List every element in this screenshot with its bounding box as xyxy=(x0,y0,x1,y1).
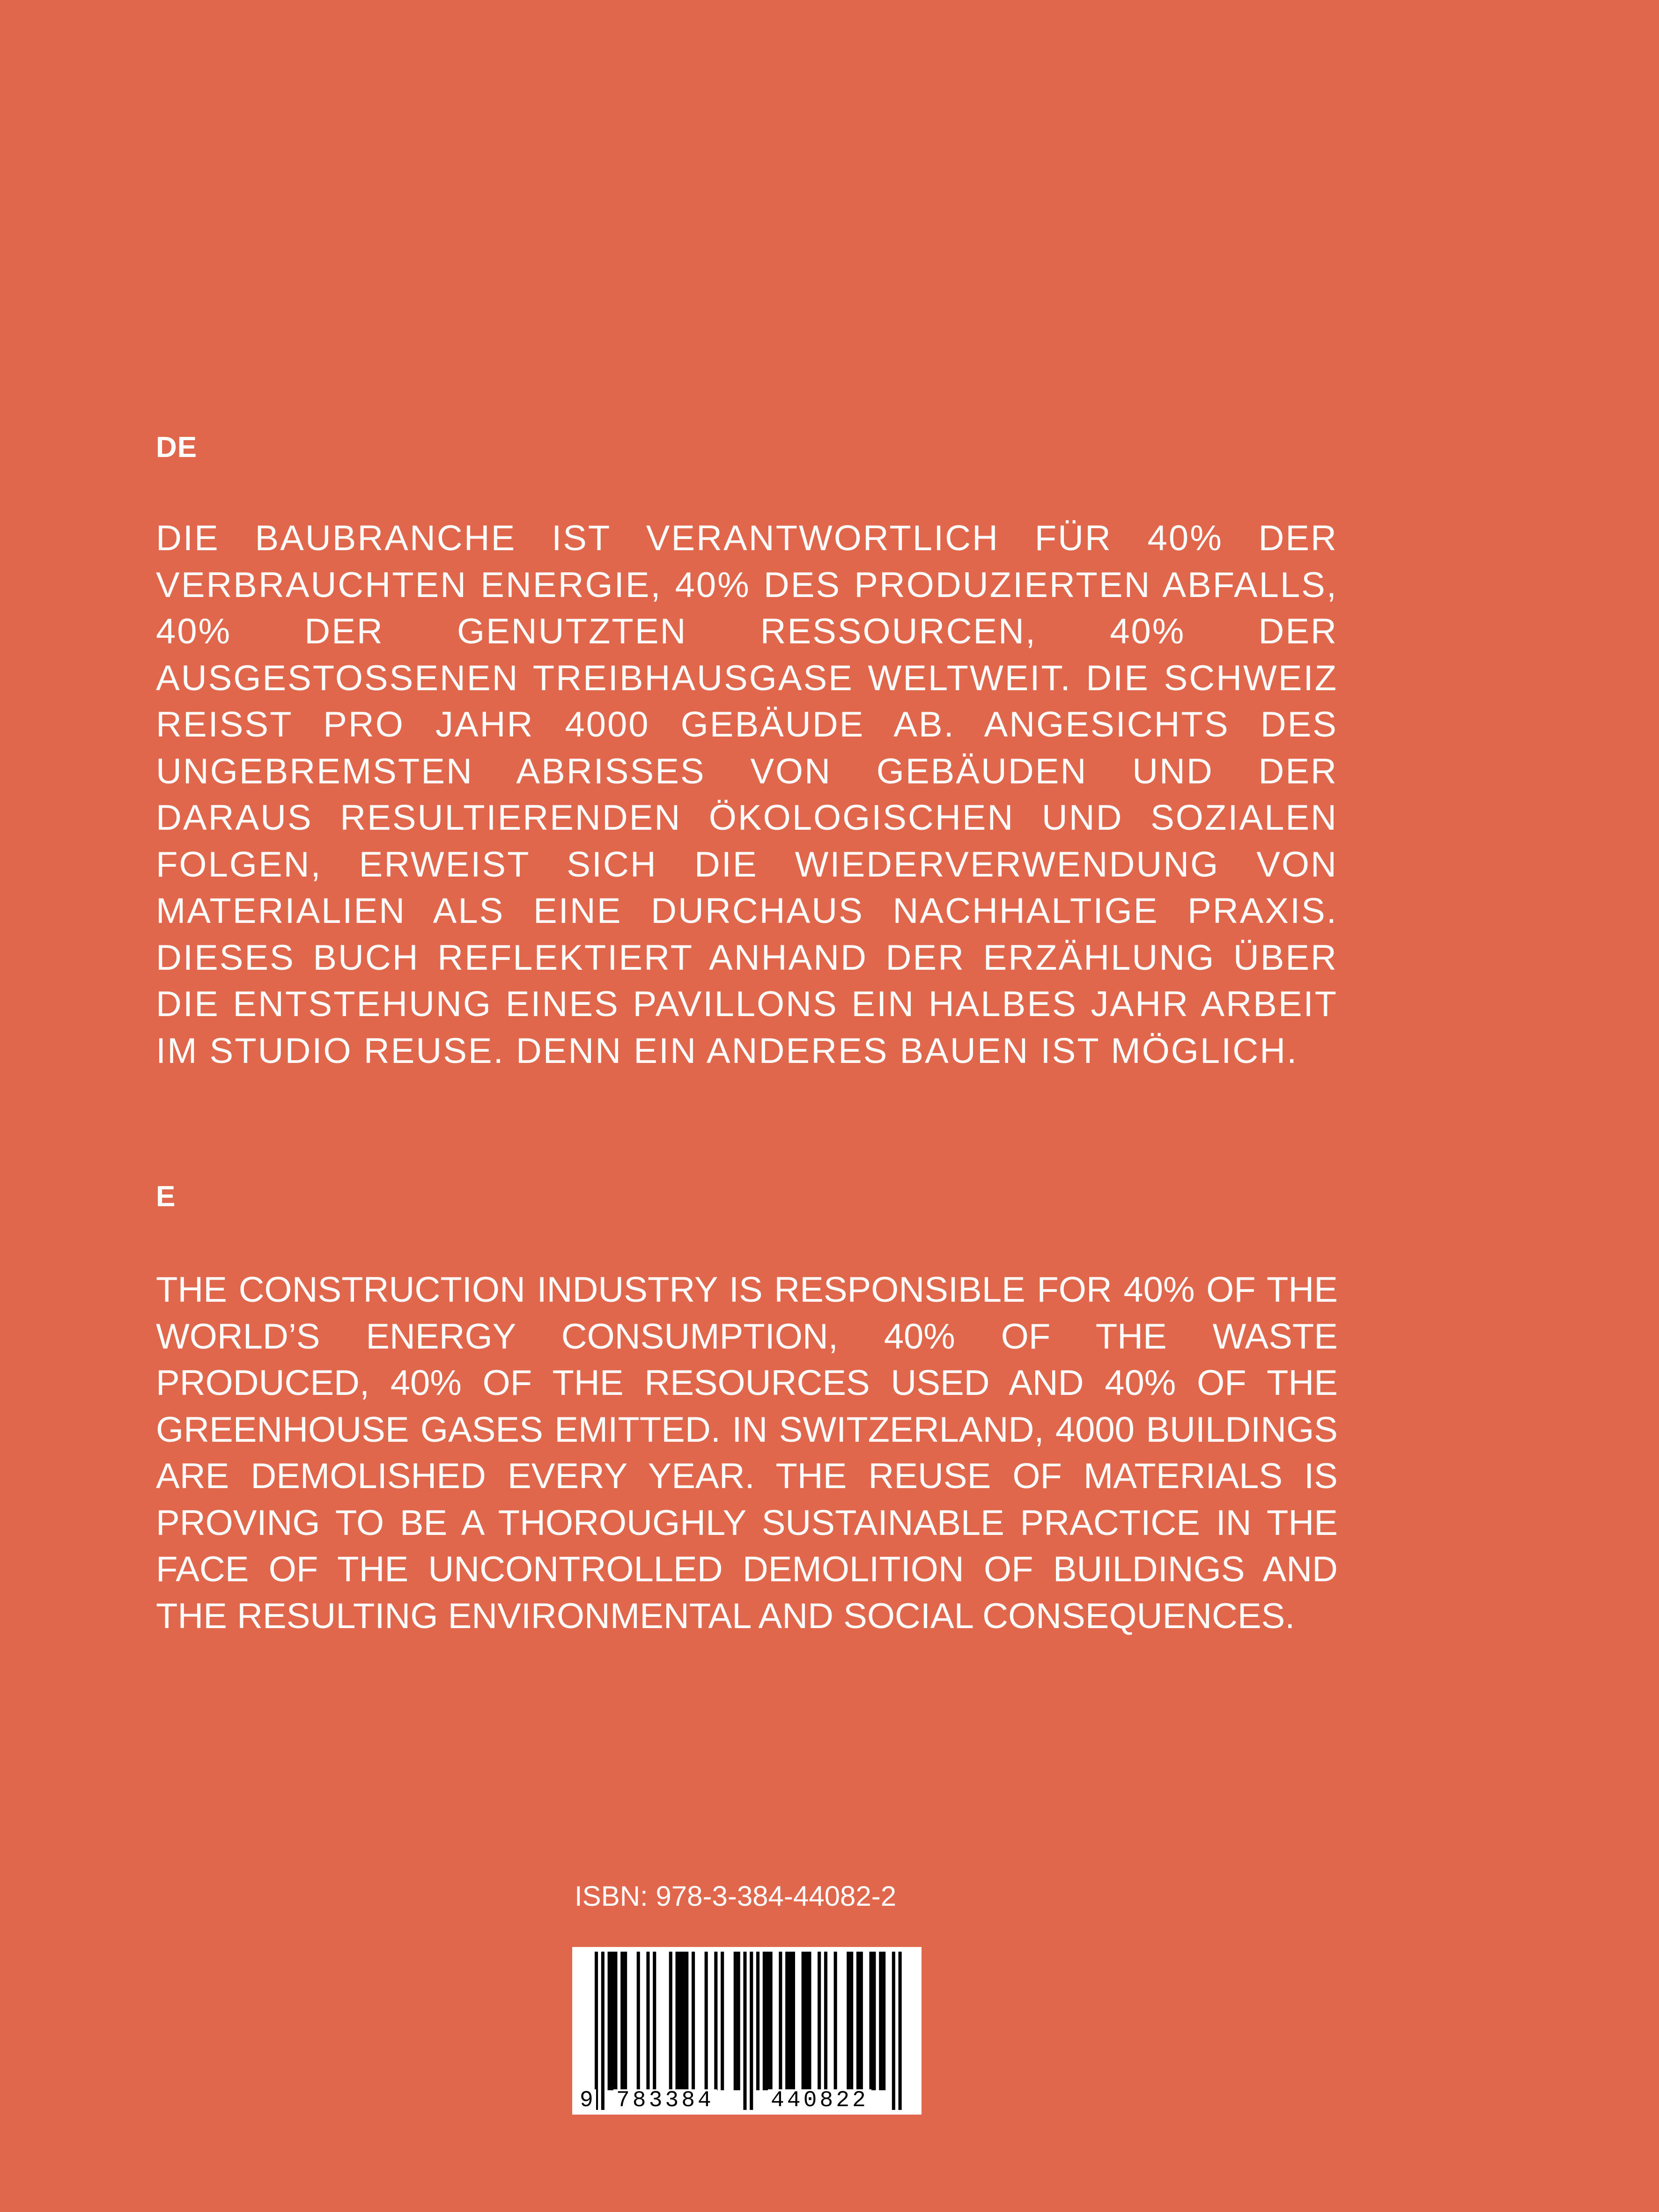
section-label-de: DE xyxy=(156,431,198,464)
barcode-bar xyxy=(763,1952,766,2090)
barcode-bar xyxy=(792,1952,795,2090)
barcode-bar xyxy=(805,1952,808,2090)
description-german: DIE BAUBRANCHE IST VERANTWORTLICH FÜR 40% DER VERBRAUCHTEN ENERGIE, 40% DES PRODUZIERTEN ABFALLS, 40% DER GENUTZTEN RESSOURCEN, 40% DER AUSGESTOSSENEN TREIBHAUSGASE WELTWEIT. DIE SCHWEIZ REISST PRO JAHR 4000 GEBÄUDE AB. ANGESICHTS DES UNGEBREMSTEN ABRISSES VON GEBÄUDEN UND DER DARAUS RESULTIERENDEN ÖKOLOGISCHEN UND SOZIALEN FOLGEN, ERWEIST SICH DIE WIEDERVERWENDUNG VON MATERIALIEN ALS EINE DURCHAUS NACHHALTIGE PRAXIS. DIESES BUCH REFLEKTIERT ANHAND DER ERZÄHLUNG ÜBER DIE ENTSTEHUNG EINES PAVILLONS EIN HALBES JAHR ARBEIT IM STUDIO REUSE. DENN EIN ANDERES BAUEN IST MÖGLICH. xyxy=(156,518,1338,1071)
barcode-bar xyxy=(620,1952,624,2090)
barcode-bar xyxy=(785,1952,789,2090)
barcode-guard-bar xyxy=(750,1952,753,2110)
barcode-bar xyxy=(766,1952,769,2090)
barcode-bar xyxy=(685,1952,688,2090)
isbn-label: ISBN: 978-3-384-44082-2 xyxy=(575,1880,897,1912)
barcode-bar xyxy=(682,1952,685,2090)
barcode-bar xyxy=(847,1952,850,2090)
section-label-en: E xyxy=(156,1180,176,1213)
barcode-bar xyxy=(856,1952,860,2090)
barcode-bar xyxy=(608,1952,611,2090)
barcode-bar xyxy=(614,1952,617,2090)
barcode xyxy=(572,1947,922,2115)
barcode-bar xyxy=(872,1952,876,2090)
barcode-bar xyxy=(669,1952,672,2090)
barcode-bar xyxy=(676,1952,679,2090)
barcode-guard-bar xyxy=(892,1952,895,2110)
barcode-bar xyxy=(818,1952,821,2090)
barcode-bar xyxy=(624,1952,627,2090)
barcode-bar xyxy=(769,1952,773,2090)
barcode-bar xyxy=(692,1952,695,2090)
barcode-bar xyxy=(756,1952,759,2090)
barcode-bar xyxy=(653,1952,656,2090)
barcode-bar xyxy=(850,1952,853,2090)
barcode-bar xyxy=(870,1952,873,2090)
barcode-bar xyxy=(882,1952,885,2090)
barcode-bar xyxy=(714,1952,717,2090)
barcode-digit-lead: 9 xyxy=(577,2089,596,2112)
barcode-bar xyxy=(705,1952,708,2090)
barcode-bar xyxy=(779,1952,782,2090)
barcode-bar xyxy=(789,1952,792,2090)
barcode-guard-bar xyxy=(601,1952,605,2110)
barcode-digits-right: 440822 xyxy=(768,2089,871,2112)
barcode-bar xyxy=(611,1952,614,2090)
barcode-bar xyxy=(808,1952,811,2090)
barcode-bar xyxy=(721,1952,724,2090)
barcode-bar xyxy=(734,1952,737,2090)
barcode-bar xyxy=(646,1952,649,2090)
barcode-bar xyxy=(879,1952,882,2090)
barcode-guard-bar xyxy=(743,1952,746,2110)
barcode-digits-left: 783384 xyxy=(613,2089,717,2112)
barcode-bar xyxy=(737,1952,740,2090)
barcode-bar xyxy=(637,1952,640,2090)
barcode-bar xyxy=(824,1952,827,2090)
barcode-bar xyxy=(860,1952,863,2090)
barcode-bar xyxy=(802,1952,805,2090)
barcode-bar xyxy=(834,1952,837,2090)
barcode-bar xyxy=(678,1952,682,2090)
barcode-guard-bar xyxy=(595,1952,598,2110)
description-english: THE CONSTRUCTION INDUSTRY IS RESPONSIBLE FOR 40% OF THE WORLD’S ENERGY CONSUMPTION, 40% OF THE WASTE PRODUCED, 40% OF THE RESOURCES USED AND 40% OF THE GREENHOUSE GASES EMITTED. IN SWITZERLAND, 4000 BUILDINGS ARE DEMOLISHED EVERY YEAR. THE REUSE OF MATERIALS IS PROVING TO BE A THOROUGHLY SUSTAINABLE PRACTICE IN THE FACE OF THE UNCONTROLLED DEMOLITION OF BUILDINGS AND THE RESULTING ENVIRONMENTAL AND SOCIAL CONSEQUENCES. xyxy=(156,1270,1338,1636)
barcode-guard-bar xyxy=(899,1952,902,2110)
